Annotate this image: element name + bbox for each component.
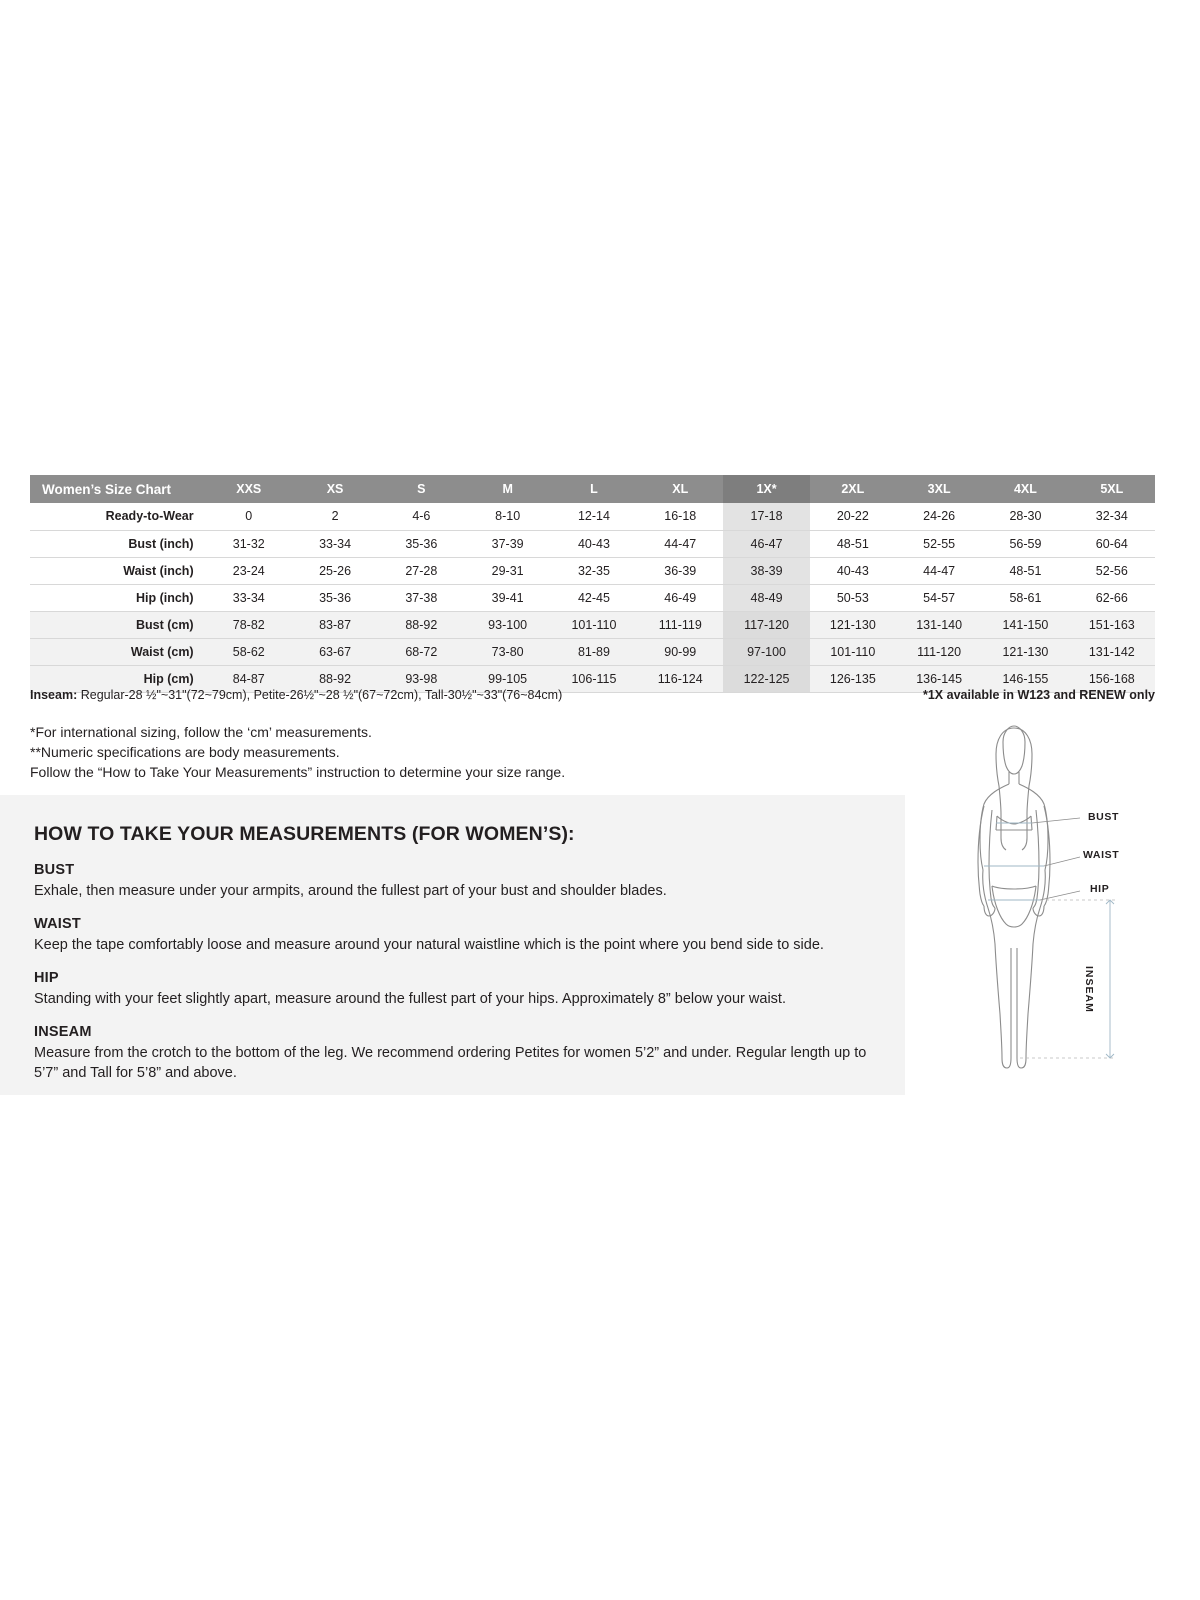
cell: 52-56 [1069, 557, 1155, 584]
cell: 116-124 [637, 665, 723, 692]
cell: 141-150 [982, 611, 1068, 638]
cell: 97-100 [723, 638, 809, 665]
female-body-diagram-icon [940, 718, 1170, 1083]
cell: 88-92 [292, 665, 378, 692]
measurement-figure [940, 718, 1170, 1083]
size-header-xl: XL [637, 475, 723, 503]
measure-section-title-inseam: INSEAM [34, 1024, 92, 1040]
cell: 121-130 [982, 638, 1068, 665]
inseam-note-text: Regular-28 ½"~31"(72~79cm), Petite-26½"~28 ½"(67~72cm), Tall-30½"~33"(76~84cm) [77, 688, 563, 702]
cell: 84-87 [206, 665, 292, 692]
figure-label-inseam: INSEAM [1083, 966, 1095, 1013]
row-label-waist-cm: Waist (cm) [30, 638, 206, 665]
cell: 56-59 [982, 530, 1068, 557]
measure-section-body-bust: Exhale, then measure under your armpits, around the fullest part of your bust and shoulder blades. [34, 883, 667, 899]
fineprint-notes [30, 722, 565, 782]
cell: 131-140 [896, 611, 982, 638]
cell: 90-99 [637, 638, 723, 665]
table-row [30, 557, 1155, 584]
cell: 35-36 [378, 530, 464, 557]
cell: 101-110 [810, 638, 896, 665]
size-header-xs: XS [292, 475, 378, 503]
availability-note: *1X available in W123 and RENEW only [922, 688, 1155, 702]
size-chart-title: Women’s Size Chart [30, 475, 206, 503]
row-label-ready-to-wear: Ready-to-Wear [30, 503, 206, 530]
cell: 88-92 [378, 611, 464, 638]
row-label-hip-inch: Hip (inch) [30, 584, 206, 611]
cell: 122-125 [723, 665, 809, 692]
cell: 93-98 [378, 665, 464, 692]
cell: 42-45 [551, 584, 637, 611]
cell: 62-66 [1069, 584, 1155, 611]
table-row [30, 611, 1155, 638]
size-chart-header [30, 475, 1155, 503]
size-chart-body [30, 503, 1155, 692]
size-header-l: L [551, 475, 637, 503]
inseam-note [30, 688, 562, 702]
how-to-measure-panel [0, 795, 905, 1095]
inseam-note-label: Inseam: [30, 688, 78, 702]
cell: 126-135 [810, 665, 896, 692]
cell: 27-28 [378, 557, 464, 584]
figure-label-waist: WAIST [1083, 849, 1120, 861]
cell: 48-49 [723, 584, 809, 611]
measure-section-body-hip: Standing with your feet slightly apart, measure around the fullest part of your hips. Approximately 8” below your waist. [34, 991, 786, 1007]
cell: 48-51 [810, 530, 896, 557]
cell: 111-119 [637, 611, 723, 638]
cell: 50-53 [810, 584, 896, 611]
cell: 60-64 [1069, 530, 1155, 557]
cell: 16-18 [637, 503, 723, 530]
cell: 31-32 [206, 530, 292, 557]
table-row [30, 584, 1155, 611]
cell: 63-67 [292, 638, 378, 665]
row-label-bust-cm: Bust (cm) [30, 611, 206, 638]
fineprint-line-2: **Numeric specifications are body measurements. [30, 744, 340, 760]
cell: 40-43 [810, 557, 896, 584]
cell: 131-142 [1069, 638, 1155, 665]
cell: 44-47 [637, 530, 723, 557]
size-header-2xl: 2XL [810, 475, 896, 503]
table-row [30, 503, 1155, 530]
cell: 37-39 [465, 530, 551, 557]
cell: 111-120 [896, 638, 982, 665]
measure-section-title-waist: WAIST [34, 916, 81, 932]
cell: 83-87 [292, 611, 378, 638]
measure-section-body-waist: Keep the tape comfortably loose and measure around your natural waistline which is the point where you bend side to side. [34, 937, 824, 953]
size-header-s: S [378, 475, 464, 503]
cell: 68-72 [378, 638, 464, 665]
cell: 28-30 [982, 503, 1068, 530]
figure-label-bust: BUST [1088, 811, 1119, 823]
cell: 58-61 [982, 584, 1068, 611]
size-header-m: M [465, 475, 551, 503]
cell: 39-41 [465, 584, 551, 611]
cell: 101-110 [551, 611, 637, 638]
cell: 151-163 [1069, 611, 1155, 638]
cell: 146-155 [982, 665, 1068, 692]
cell: 78-82 [206, 611, 292, 638]
table-header-row [30, 475, 1155, 503]
cell: 48-51 [982, 557, 1068, 584]
cell: 117-120 [723, 611, 809, 638]
cell: 106-115 [551, 665, 637, 692]
cell: 32-35 [551, 557, 637, 584]
cell: 136-145 [896, 665, 982, 692]
cell: 0 [206, 503, 292, 530]
figure-label-hip: HIP [1090, 883, 1110, 895]
size-chart-table [30, 475, 1155, 693]
cell: 4-6 [378, 503, 464, 530]
cell: 33-34 [206, 584, 292, 611]
cell: 29-31 [465, 557, 551, 584]
size-header-xxs: XXS [206, 475, 292, 503]
table-row [30, 638, 1155, 665]
size-chart-table-container [30, 475, 1155, 693]
cell: 121-130 [810, 611, 896, 638]
cell: 2 [292, 503, 378, 530]
cell: 46-49 [637, 584, 723, 611]
row-label-bust-inch: Bust (inch) [30, 530, 206, 557]
cell: 24-26 [896, 503, 982, 530]
cell: 20-22 [810, 503, 896, 530]
size-header-4xl: 4XL [982, 475, 1068, 503]
cell: 46-47 [723, 530, 809, 557]
measure-section-body-inseam: Measure from the crotch to the bottom of the leg. We recommend ordering Petites for women 5’2” and under. Regular length up to 5’7” and Tall for 5’8” and above. [34, 1045, 867, 1081]
cell: 8-10 [465, 503, 551, 530]
size-header-3xl: 3XL [896, 475, 982, 503]
measure-section-title-hip: HIP [34, 970, 59, 986]
cell: 93-100 [465, 611, 551, 638]
cell: 99-105 [465, 665, 551, 692]
cell: 25-26 [292, 557, 378, 584]
cell: 12-14 [551, 503, 637, 530]
cell: 73-80 [465, 638, 551, 665]
cell: 81-89 [551, 638, 637, 665]
size-header-5xl: 5XL [1069, 475, 1155, 503]
size-header-1x: 1X* [723, 475, 809, 503]
cell: 156-168 [1069, 665, 1155, 692]
row-label-hip-cm: Hip (cm) [30, 665, 206, 692]
table-row [30, 530, 1155, 557]
fineprint-line-3: Follow the “How to Take Your Measurements” instruction to determine your size range. [30, 764, 566, 780]
cell: 37-38 [378, 584, 464, 611]
cell: 38-39 [723, 557, 809, 584]
cell: 54-57 [896, 584, 982, 611]
fineprint-line-1: *For international sizing, follow the ‘cm’ measurements. [30, 724, 372, 740]
cell: 58-62 [206, 638, 292, 665]
cell: 17-18 [723, 503, 809, 530]
how-to-measure-heading: HOW TO TAKE YOUR MEASUREMENTS (FOR WOMEN’S): [34, 823, 575, 845]
cell: 36-39 [637, 557, 723, 584]
cell: 35-36 [292, 584, 378, 611]
cell: 33-34 [292, 530, 378, 557]
cell: 52-55 [896, 530, 982, 557]
row-label-waist-inch: Waist (inch) [30, 557, 206, 584]
cell: 32-34 [1069, 503, 1155, 530]
cell: 40-43 [551, 530, 637, 557]
cell: 44-47 [896, 557, 982, 584]
cell: 23-24 [206, 557, 292, 584]
measure-section-title-bust: BUST [34, 862, 75, 878]
